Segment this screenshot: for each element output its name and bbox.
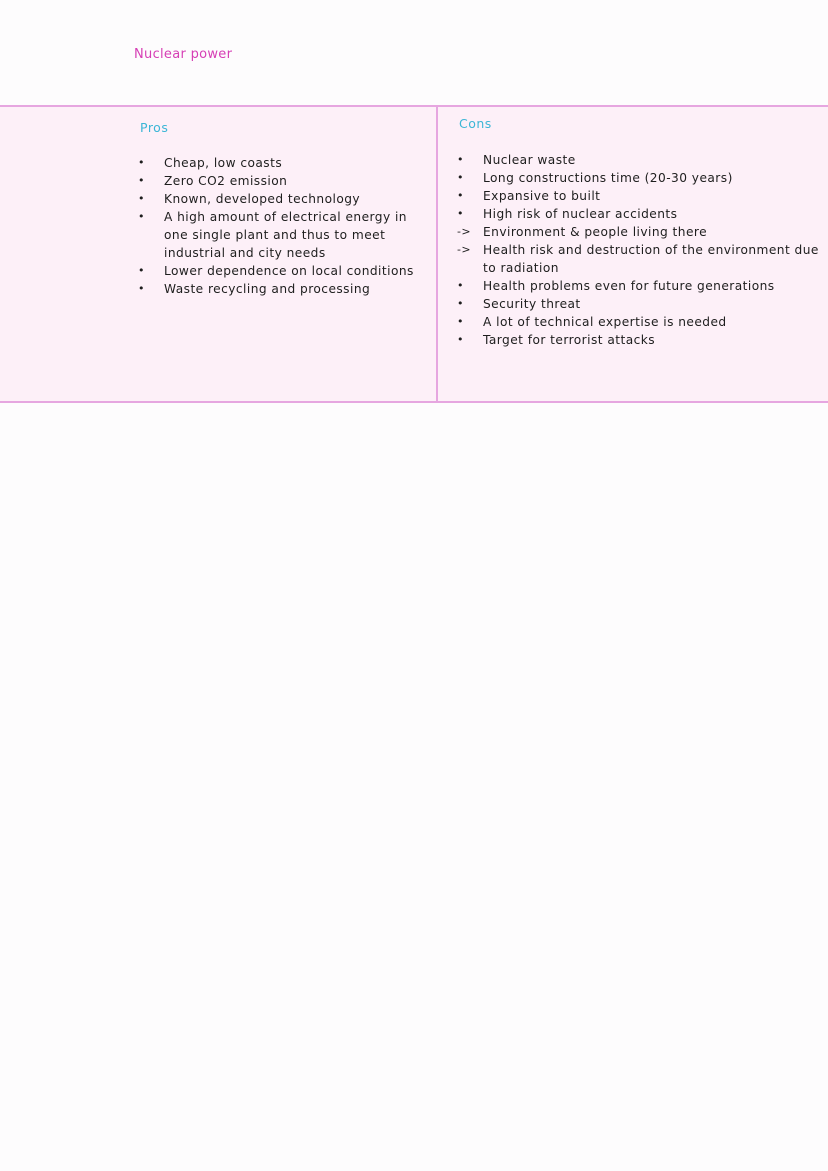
bullet-marker: • (138, 192, 145, 205)
list-item (138, 208, 428, 262)
list-item (457, 331, 822, 349)
arrow-marker: -> (457, 243, 472, 256)
list-item-text: Cheap, low coasts (164, 156, 283, 170)
bullet-marker: • (457, 189, 464, 202)
list-item (457, 187, 822, 205)
list-item-text: High risk of nuclear accidents (483, 207, 678, 221)
list-item (138, 154, 428, 172)
bullet-marker: • (457, 315, 464, 328)
list-item-text: A lot of technical expertise is needed (483, 315, 727, 329)
bullet-marker: • (457, 297, 464, 310)
bullet-marker: • (457, 207, 464, 220)
pros-cons-table (0, 105, 828, 403)
arrow-marker: -> (457, 225, 472, 238)
bullet-marker: • (457, 153, 464, 166)
list-item (138, 190, 428, 208)
list-item (457, 295, 822, 313)
list-item-text: Security threat (483, 297, 581, 311)
list-item (457, 205, 822, 223)
list-item-text: Health risk and destruction of the environment due to radiation (483, 243, 819, 275)
column-divider (436, 107, 438, 401)
bullet-marker: • (138, 264, 145, 277)
list-item (138, 280, 428, 298)
cons-list (457, 151, 822, 349)
list-item-text: Long constructions time (20-30 years) (483, 171, 733, 185)
list-item-text: Known, developed technology (164, 192, 361, 206)
list-item (138, 172, 428, 190)
list-item-text: A high amount of electrical energy in one single plant and thus to meet industrial and city needs (164, 210, 407, 260)
list-item (457, 241, 822, 277)
list-item-text: Zero CO2 emission (164, 174, 288, 188)
list-item-text: Nuclear waste (483, 153, 576, 167)
pros-heading: Pros (140, 120, 169, 135)
list-item-text: Health problems even for future generations (483, 279, 775, 293)
list-item (457, 313, 822, 331)
list-item-text: Target for terrorist attacks (483, 333, 656, 347)
pros-list (138, 154, 428, 298)
cons-heading: Cons (459, 116, 492, 131)
bullet-marker: • (457, 279, 464, 292)
page-title: Nuclear power (134, 47, 233, 62)
bullet-marker: • (138, 156, 145, 169)
bullet-marker: • (457, 171, 464, 184)
list-item-text: Environment & people living there (483, 225, 708, 239)
list-item-text: Lower dependence on local conditions (164, 264, 414, 278)
list-item (457, 169, 822, 187)
list-item (457, 151, 822, 169)
list-item-text: Expansive to built (483, 189, 601, 203)
bullet-marker: • (138, 210, 145, 223)
list-item-text: Waste recycling and processing (164, 282, 371, 296)
bullet-marker: • (457, 333, 464, 346)
bullet-marker: • (138, 282, 145, 295)
list-item (457, 223, 822, 241)
list-item (457, 277, 822, 295)
list-item (138, 262, 428, 280)
bullet-marker: • (138, 174, 145, 187)
